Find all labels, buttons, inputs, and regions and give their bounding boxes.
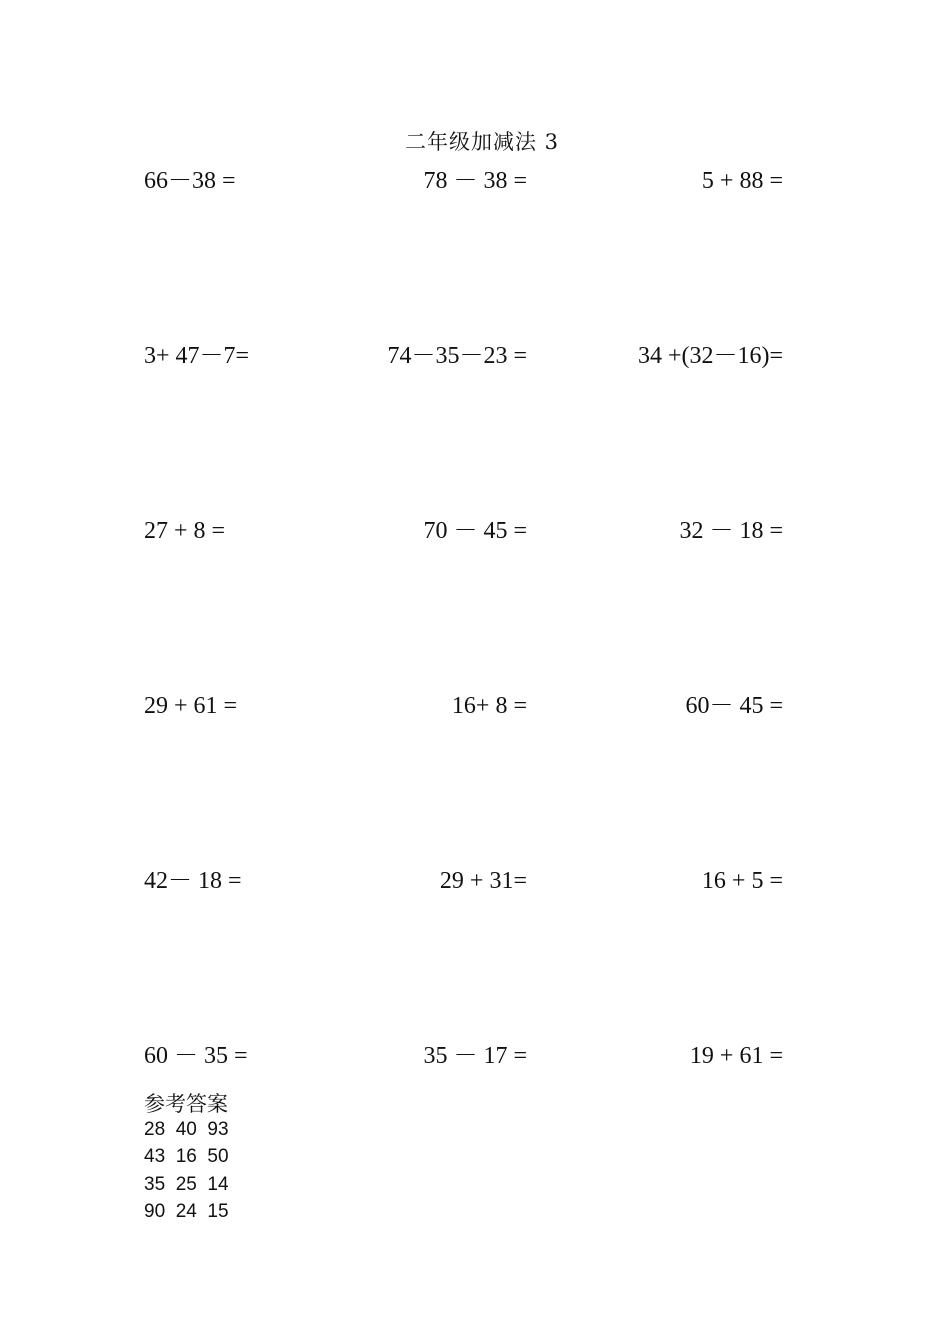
answer-line: 43 16 50 [144,1146,229,1168]
answer-key [144,1116,229,1225]
answer-line: 35 25 14 [144,1173,229,1195]
problem: 29 + 61 = [144,693,238,719]
problem: 34 +(32－16)= [637,343,783,369]
problem-row [0,1041,950,1071]
problem-row [0,866,950,896]
problem: 32 － 18 = [679,518,783,544]
answer-line: 28 40 93 [144,1119,229,1140]
problem: 70 － 45 = [423,518,527,544]
problem-row [0,341,950,371]
problem: 60 － 35 = [144,1043,248,1069]
problem: 16 + 5 = [701,868,783,894]
problem: 42－ 18 = [144,868,242,894]
problem: 5 + 88 = [701,168,783,194]
problem-row [0,516,950,546]
problem: 3+ 47－7= [144,343,250,369]
problem: 78 － 38 = [423,168,527,194]
problem: 60－ 45 = [685,693,783,719]
answer-line: 90 24 15 [144,1200,229,1222]
problem-row [0,691,950,721]
problem: 16+ 8 = [451,693,527,719]
worksheet-title: 二年级加减法 3 [404,130,560,154]
problem-row [0,166,950,196]
problem: 29 + 31= [439,868,527,894]
problem: 66－38 = [144,168,236,194]
answer-key-heading: 参考答案 [144,1092,228,1116]
problem: 35 － 17 = [423,1043,527,1069]
problem: 74－35－23 = [387,343,527,369]
problem: 27 + 8 = [144,518,226,544]
problem: 19 + 61 = [689,1043,783,1069]
